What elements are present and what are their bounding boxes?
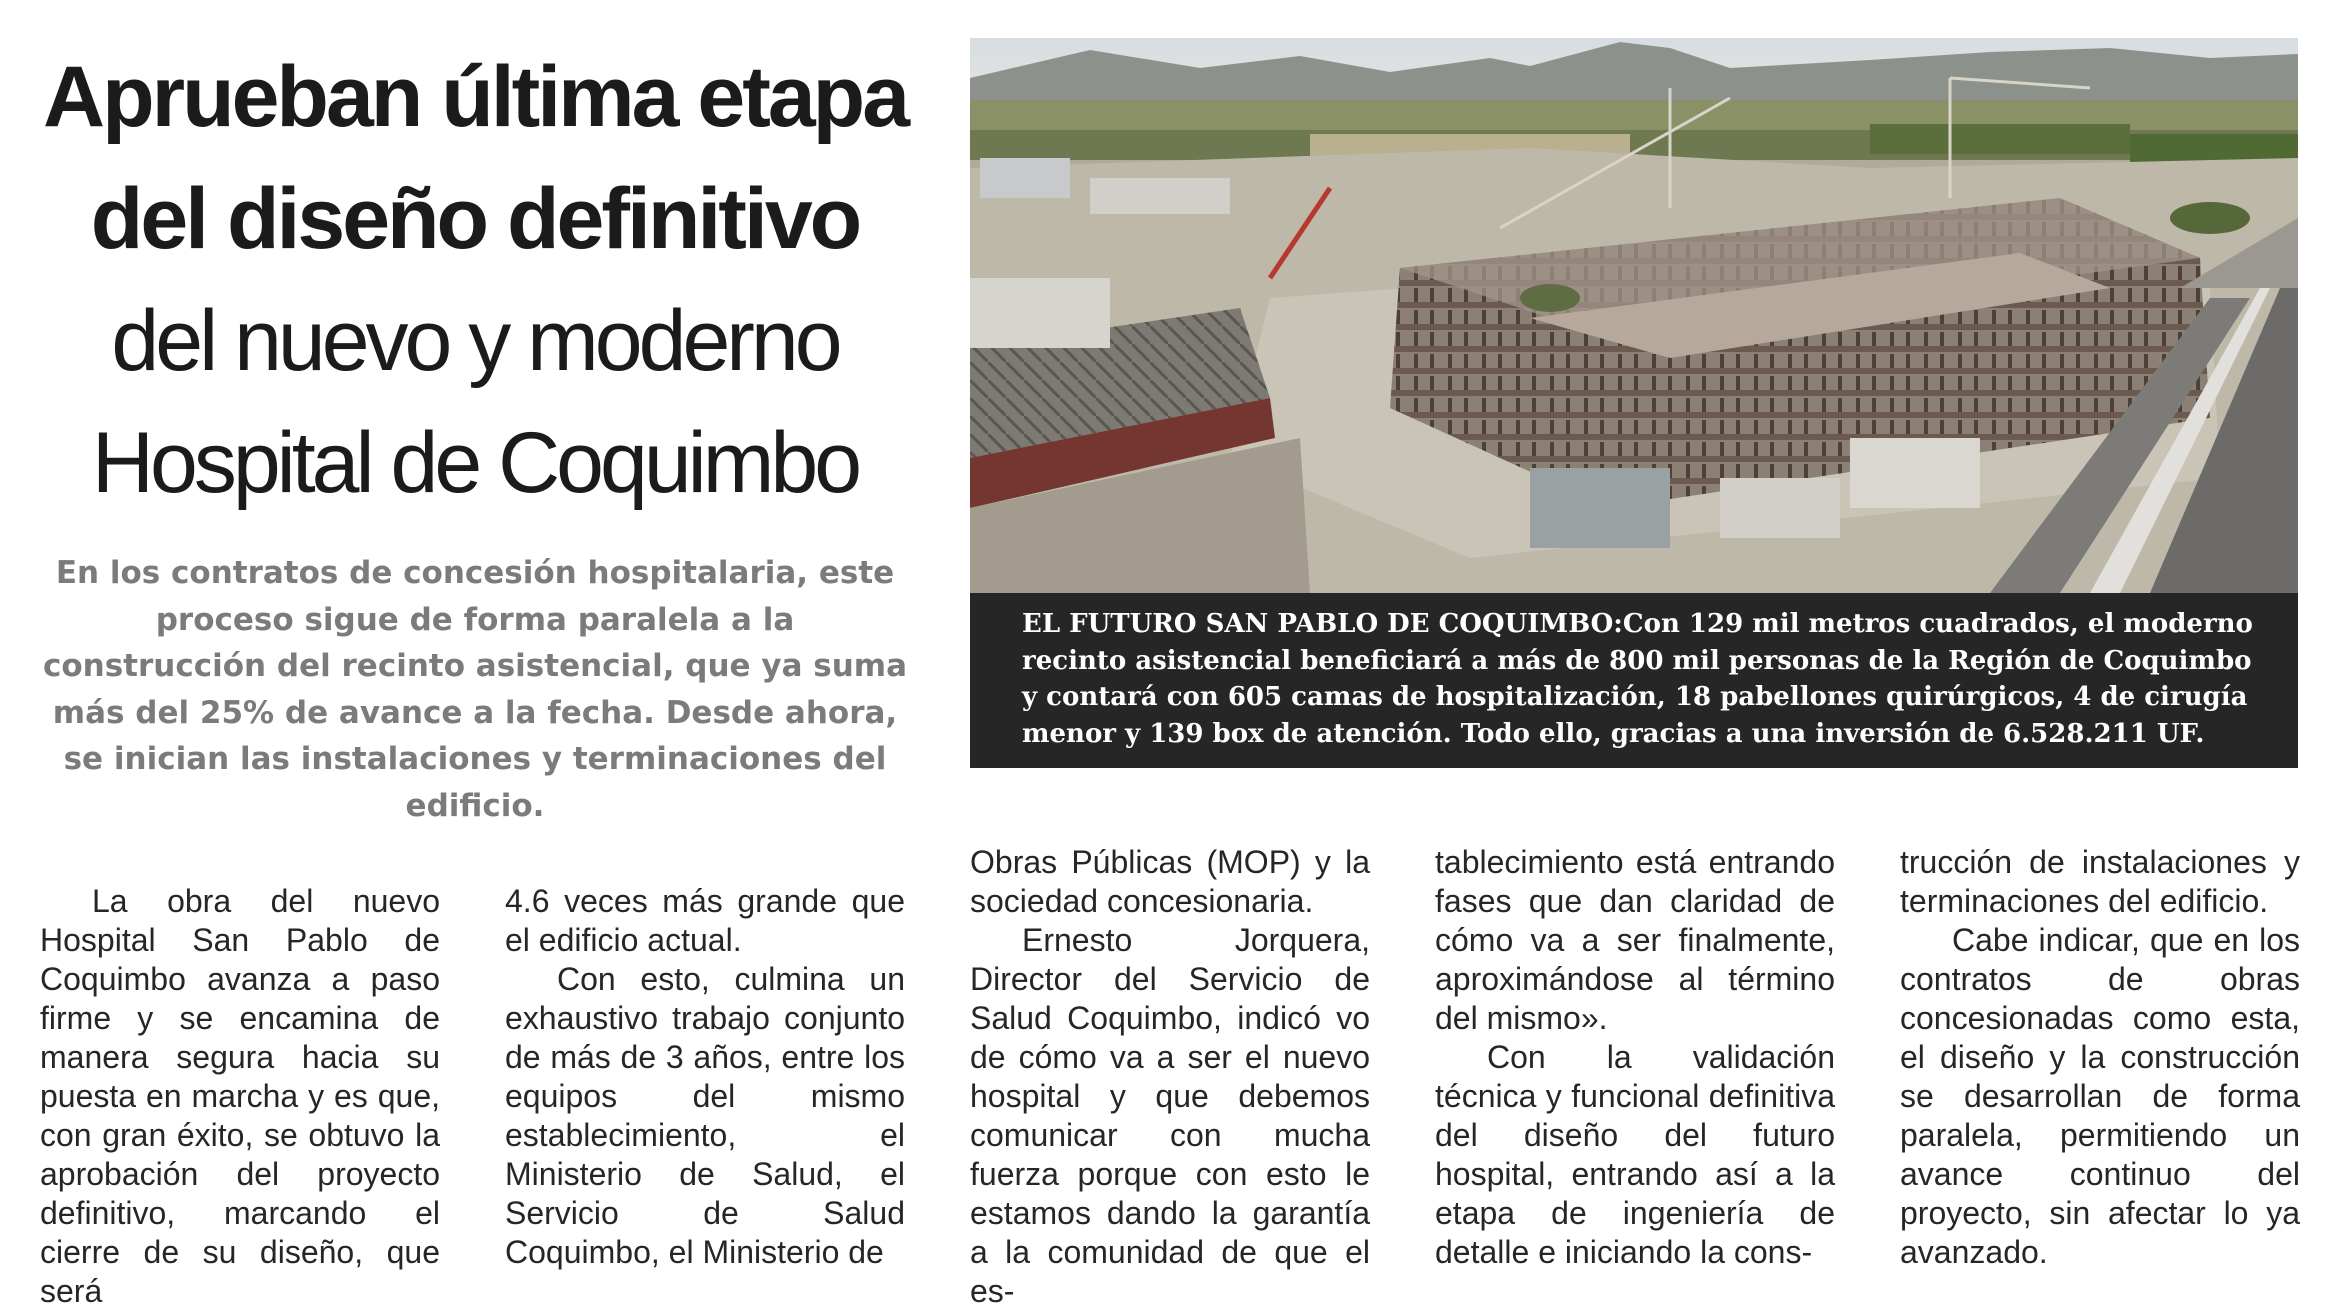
body-paragraph: Obras Públicas (MOP) y la sociedad concesionaria.	[970, 844, 1370, 919]
headline-line-1: Aprueban última etapa	[42, 49, 908, 145]
construction-site-photo	[970, 38, 2298, 593]
headline	[40, 36, 910, 524]
body-paragraph: Con esto, culmina un exhaustivo trabajo conjunto de más de 3 años, entre los equipos del mismo establecimiento, el Ministerio de Salud, el Servicio de Salud Coquimbo, el Ministerio de	[505, 961, 905, 1270]
aerial-photo-illustration	[970, 38, 2298, 593]
body-paragraph: Cabe indicar, que en los contratos de obras concesionadas como esta, el diseño y la construcción se desarrollan de forma paralela, permitiendo un avance continuo del proyecto, sin afectar lo ya avanzado.	[1900, 922, 2300, 1270]
body-paragraph: 4.6 veces más grande que el edificio actual.	[505, 883, 905, 958]
body-column-4	[1435, 843, 1835, 1272]
caption-text: Con 129 mil metros cuadrados, el moderno recinto asistencial beneficiará a más de 800 mil personas de la Región de Coquimbo y contará con 605 camas de hospitalización, 18 pabellones quirúrgicos, 4 de cirugía menor y 139 box de atención. Todo ello, gracias a una inversión de 6.528.211 UF.	[1022, 609, 2253, 749]
body-paragraph: La obra del nuevo Hospital San Pablo de Coquimbo avanza a paso firme y se encamina de manera segura hacia su puesta en marcha y es que, con gran éxito, se obtuvo la aprobación del proyecto definitivo, marcando el cierre de su diseño, que será	[40, 883, 440, 1309]
headline-line-3: del nuevo y moderno	[111, 293, 839, 389]
body-paragraph: Con la validación técnica y funcional definitiva del diseño del futuro hospital, entrando así a la etapa de ingeniería de detalle e iniciando la cons-	[1435, 1039, 1835, 1270]
body-paragraph: trucción de instalaciones y terminaciones del edificio.	[1900, 844, 2300, 919]
body-paragraph: tablecimiento está entrando fases que dan claridad de cómo va a ser finalmente, aproximándose al término del mismo».	[1435, 844, 1835, 1036]
headline-line-2: del diseño definitivo	[90, 171, 860, 267]
body-column-2	[505, 882, 905, 1272]
body-paragraph: Ernesto Jorquera, Director del Servicio de Salud Coquimbo, indicó vo de cómo va a ser el nuevo hospital y que debemos comunicar con mucha fuerza porque con esto le estamos dando la garantía a la comunidad de que el es-	[970, 922, 1370, 1309]
body-column-5	[1900, 843, 2300, 1272]
body-column-3	[970, 843, 1370, 1311]
caption-lead: EL FUTURO SAN PABLO DE COQUIMBO:	[1022, 609, 1623, 639]
body-column-1	[40, 882, 440, 1311]
headline-line-4: Hospital de Coquimbo	[91, 415, 859, 511]
lead-paragraph: En los contratos de concesión hospitalaria, este proceso sigue de forma paralela a la construcción del recinto asistencial, que ya suma más del 25% de avance a la fecha. Desde ahora, se inician las instalaciones y terminaciones del edificio.	[42, 555, 908, 824]
photo-caption	[970, 593, 2298, 768]
